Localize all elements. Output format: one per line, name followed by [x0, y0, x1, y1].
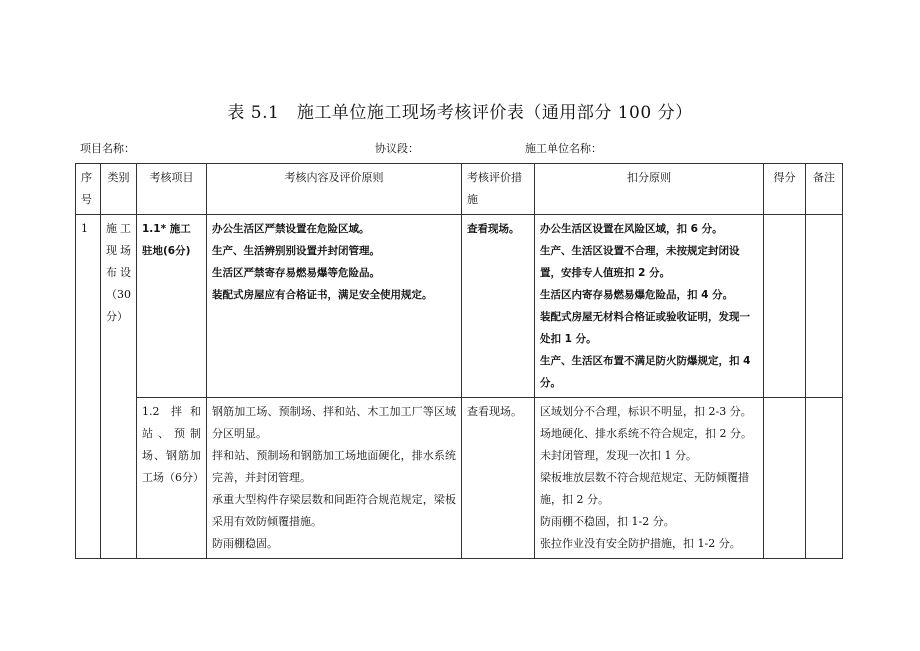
item-method: 查看现场。 — [462, 215, 535, 398]
score-cell — [764, 215, 806, 398]
header-method: 考核评价措施 — [462, 164, 535, 215]
header-item: 考核项目 — [137, 164, 207, 215]
deduction-line: 办公生活区设置在风险区域，扣 6 分。 — [540, 223, 723, 235]
table-header-row — [76, 164, 843, 215]
header-remark: 备注 — [806, 164, 843, 215]
header-score: 得分 — [764, 164, 806, 215]
project-name-label: 项目名称： — [80, 142, 135, 155]
content-line: 防雨棚稳固。 — [212, 537, 278, 550]
content-line: 办公生活区严禁设置在危险区域。 — [212, 223, 370, 235]
deduction-line: 生活区内寄存易燃易爆危险品，扣 4 分。 — [540, 289, 734, 301]
content-line: 生活区严禁寄存易燃易爆等危险品。 — [212, 267, 380, 279]
content-line: 承重大型构件存梁层数和间距符合规范规定，梁板采用有效防倾覆措施。 — [212, 493, 456, 528]
header-content: 考核内容及评价原则 — [207, 164, 462, 215]
table-row — [76, 215, 843, 398]
content-line: 装配式房屋应有合格证书，满足安全使用规定。 — [212, 289, 433, 301]
deduction-line: 梁板堆放层数不符合规范规定、无防倾覆措施，扣 2 分。 — [540, 471, 749, 506]
row-category: 施工现场布设（30分） — [101, 215, 137, 559]
item-title: 1.1* 施工驻地(6分) — [137, 215, 207, 398]
content-line: 钢筋加工场、预制场、拌和站、木工加工厂等区域分区明显。 — [212, 405, 456, 440]
header-seq: 序号 — [76, 164, 101, 215]
construction-unit-field — [525, 140, 602, 156]
header-category: 类别 — [101, 164, 137, 215]
remark-cell — [806, 215, 843, 398]
deduction-line: 生产、生活区设置不合理，未按规定封闭设置，安排专人值班扣 2 分。 — [540, 245, 740, 279]
deduction-line: 装配式房屋无材料合格证或验收证明，发现一处扣 1 分。 — [540, 311, 750, 345]
item-deduction — [535, 215, 764, 398]
header-deduction: 扣分原则 — [535, 164, 764, 215]
item-method: 查看现场。 — [462, 398, 535, 559]
item-content — [207, 398, 462, 559]
project-name-field — [80, 140, 135, 156]
item-content — [207, 215, 462, 398]
evaluation-table — [75, 163, 843, 559]
deduction-line: 未封闭管理，发现一次扣 1 分。 — [540, 449, 697, 462]
page-title: 表 5.1 施工单位施工现场考核评价表（通用部分 100 分） — [227, 103, 693, 123]
deduction-line: 防雨棚不稳固，扣 1-2 分。 — [540, 515, 675, 528]
deduction-line: 区域划分不合理，标识不明显，扣 2-3 分。 — [540, 405, 752, 418]
table-row — [76, 398, 843, 559]
item-deduction — [535, 398, 764, 559]
deduction-line: 生产、生活区布置不满足防火防爆规定，扣 4 分。 — [540, 355, 751, 389]
construction-unit-label: 施工单位名称： — [525, 142, 602, 155]
content-line: 生产、生活辨别别设置并封闭管理。 — [212, 245, 380, 257]
item-title: 1.2 拌和站、预制场、钢筋加工场（6分） — [137, 398, 207, 559]
row-seq: 1 — [76, 215, 101, 559]
section-field — [375, 140, 419, 156]
deduction-line: 场地硬化、排水系统不符合规定，扣 2 分。 — [540, 427, 752, 440]
section-label: 协议段： — [375, 142, 419, 155]
remark-cell — [806, 398, 843, 559]
score-cell — [764, 398, 806, 559]
content-line: 拌和站、预制场和钢筋加工场地面硬化，排水系统完善，并封闭管理。 — [212, 449, 456, 484]
deduction-line: 张拉作业没有安全防护措施，扣 1-2 分。 — [540, 537, 741, 550]
